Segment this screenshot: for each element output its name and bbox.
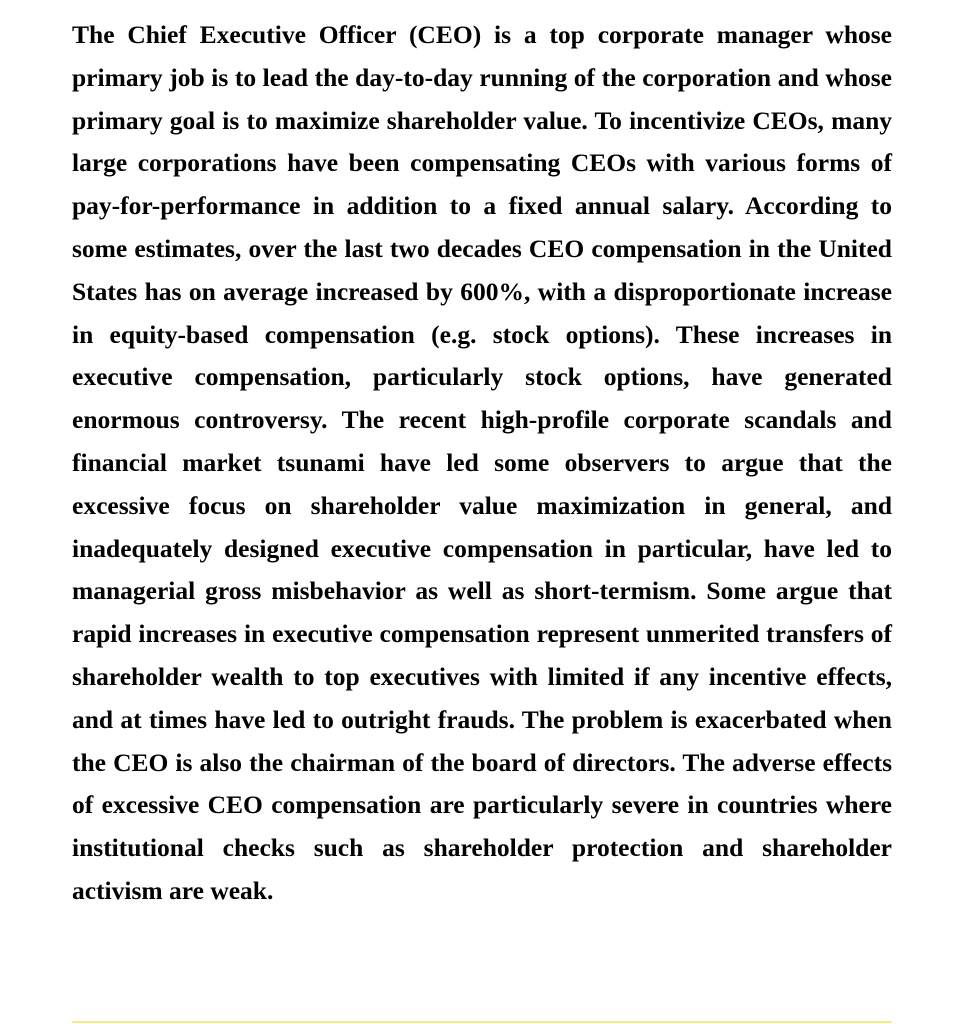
document-body: [72, 14, 892, 913]
bottom-divider: [72, 1021, 892, 1023]
body-paragraph: The Chief Executive Officer (CEO) is a top corporate manager whose primary job is to lead the day-to-day running of the corporation and whose primary goal is to maximize shareholder value. To incentivize CEOs, many large corporations have been compensating CEOs with various forms of pay-for-performance in addition to a fixed annual salary. According to some estimates, over the last two decades CEO compensation in the United States has on average increased by 600%, with a disproportionate increase in equity-based compensation (e.g. stock options). These increases in executive compensation, particularly stock options, have generated enormous controversy. The recent high-profile corporate scandals and financial market tsunami have led some observers to argue that the excessive focus on shareholder value maximization in general, and inadequately designed executive compensation in particular, have led to managerial gross misbehavior as well as short-termism. Some argue that rapid increases in executive compensation represent unmerited transfers of shareholder wealth to top executives with limited if any incentive effects, and at times have led to outright frauds. The problem is exacerbated when the CEO is also the chairman of the board of directors. The adverse effects of excessive CEO compensation are particularly severe in countries where institutional checks such as shareholder protection and shareholder activism are weak.: [72, 20, 892, 905]
